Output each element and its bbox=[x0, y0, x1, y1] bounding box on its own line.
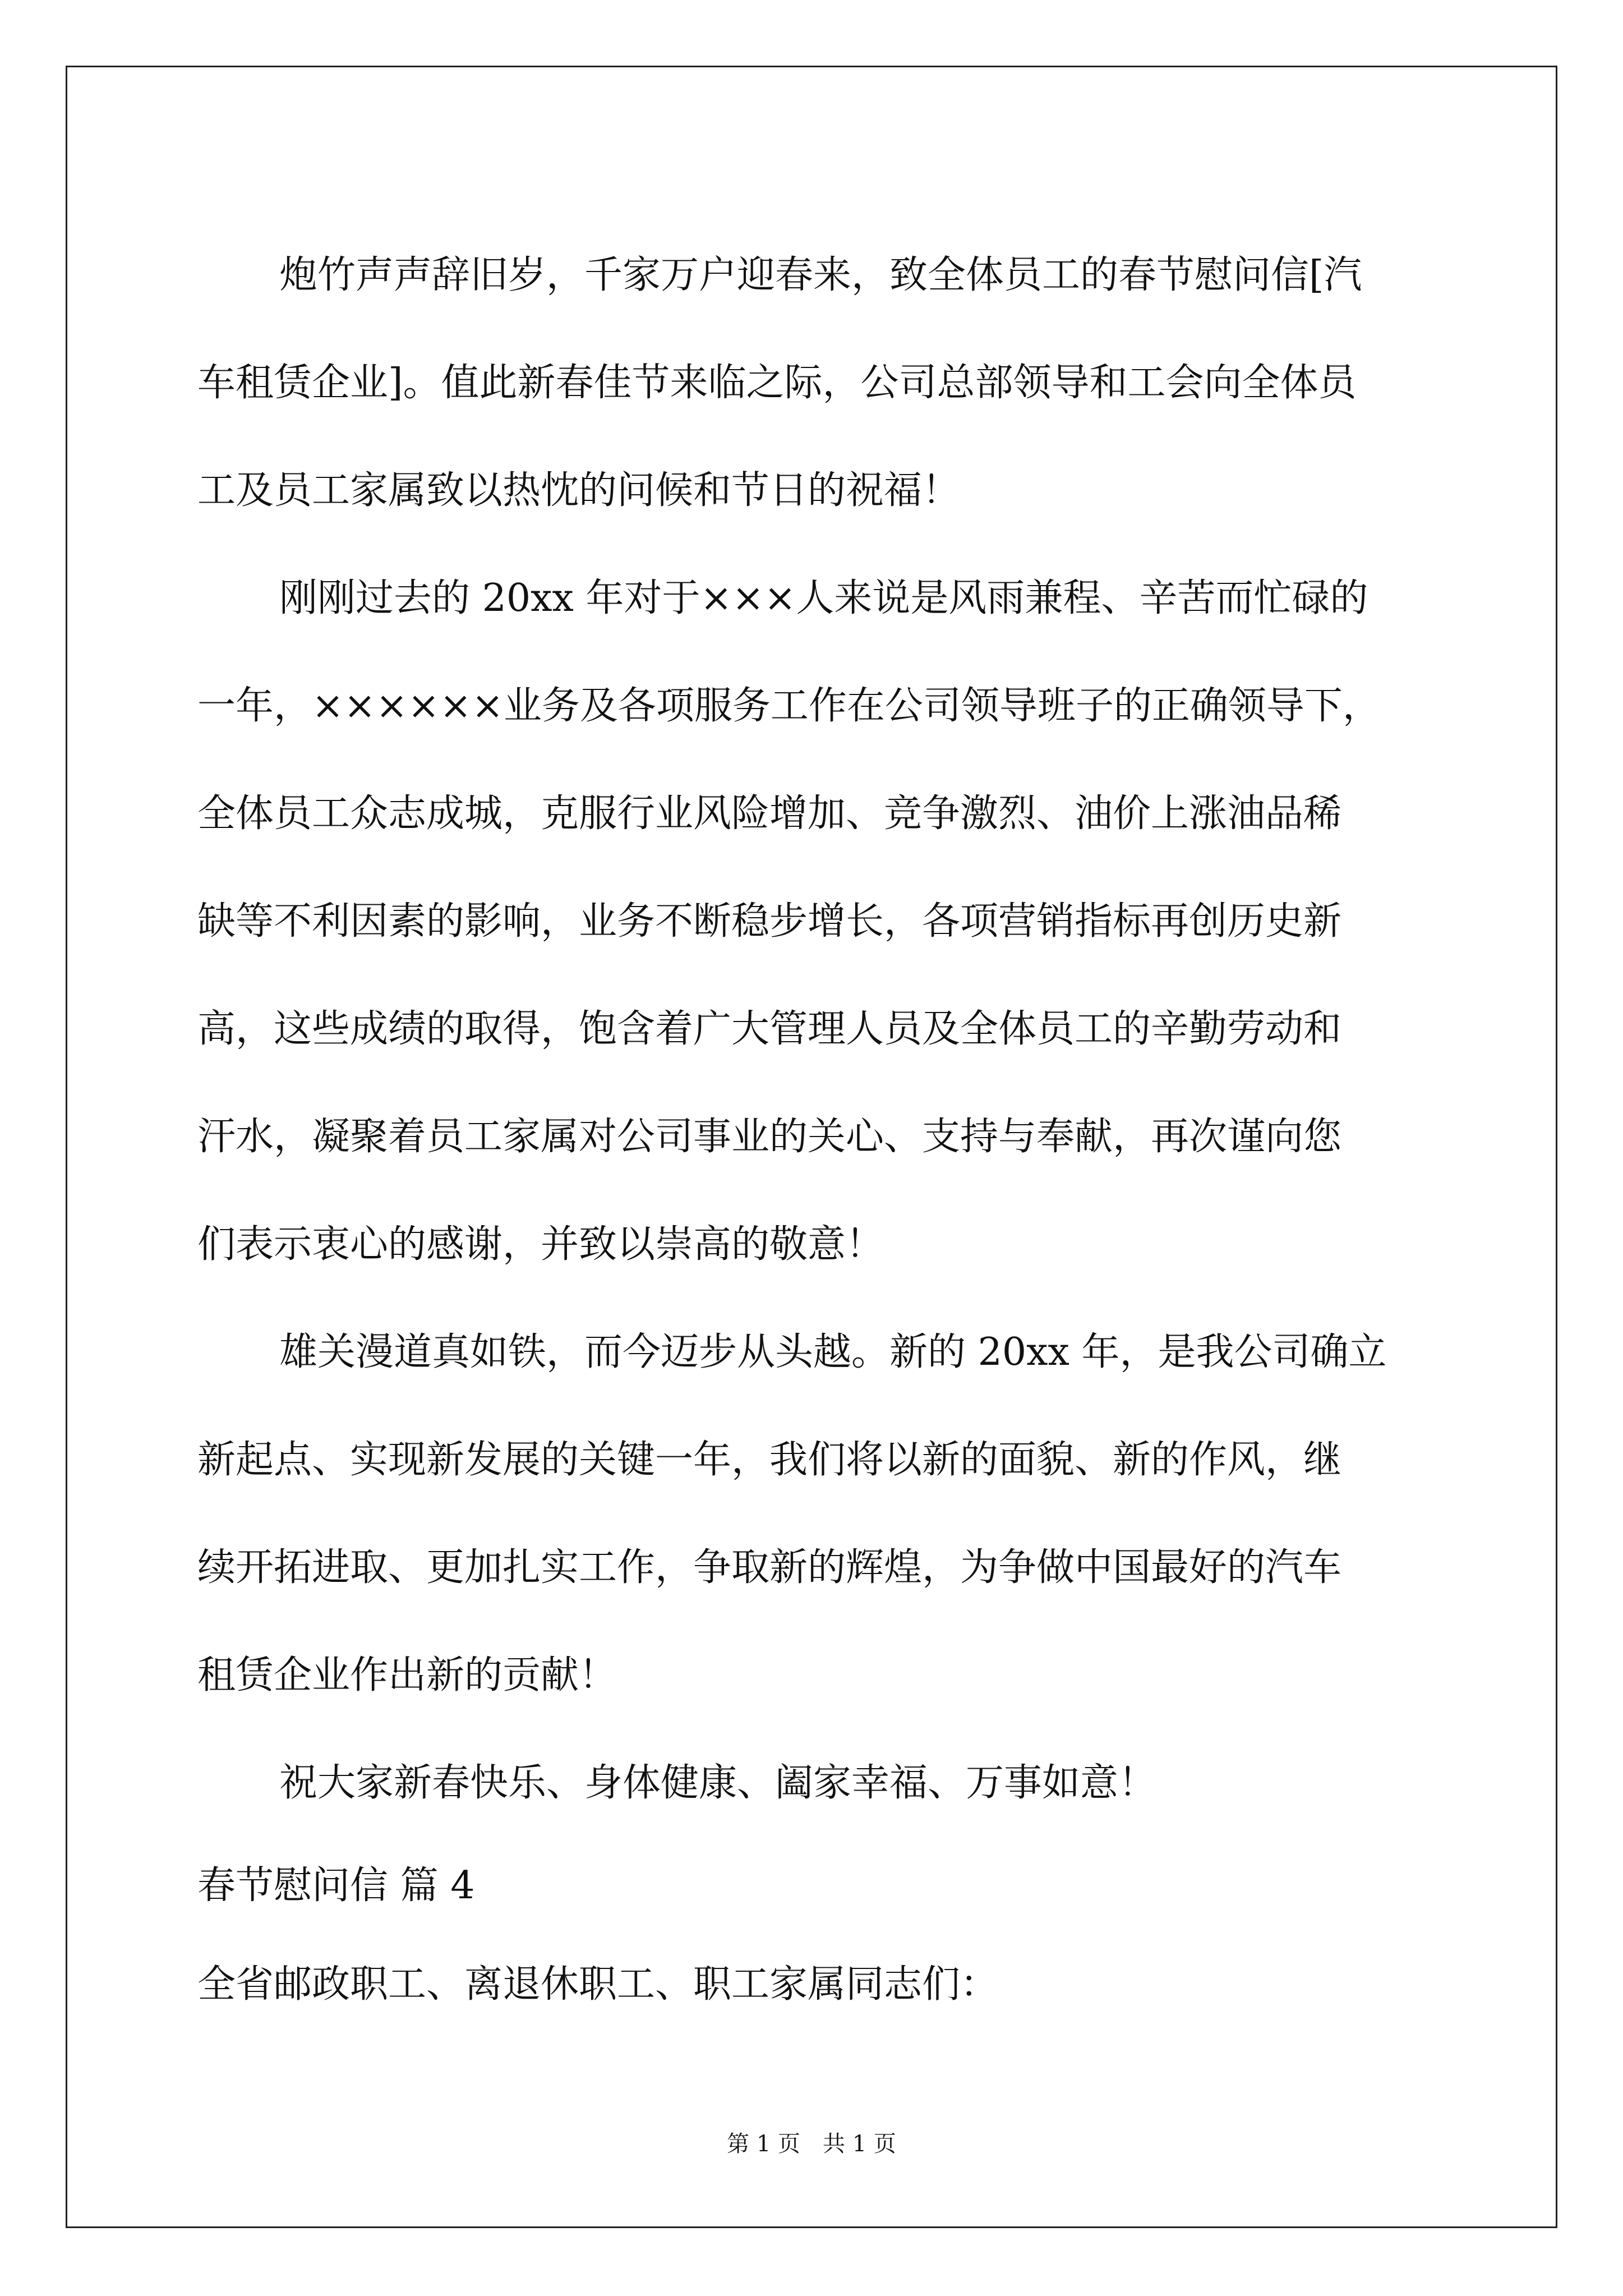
paragraph-line: 雄关漫道真如铁，而今迈步从头越。新的 20xx 年，是我公司确立 bbox=[279, 1330, 1387, 1374]
paragraph-line: 工及员工家属致以热忱的问候和节日的祝福！ bbox=[197, 468, 961, 513]
paragraph-line: 缺等不利因素的影响，业务不断稳步增长，各项营销指标再创历史新 bbox=[197, 899, 1342, 944]
page-number-footer: 第 1 页 共 1 页 bbox=[727, 2131, 896, 2157]
paragraph-3 bbox=[197, 1299, 1442, 1729]
paragraph-line: 高，这些成绩的取得，饱含着广大管理人员及全体员工的辛勤劳动和 bbox=[197, 1007, 1342, 1051]
paragraph-line: 全体员工众志成城，克服行业风险增加、竞争激烈、油价上涨油品稀 bbox=[197, 792, 1342, 836]
paragraph-line: 们表示衷心的感谢，并致以崇高的敬意！ bbox=[197, 1222, 884, 1267]
paragraph-1 bbox=[197, 222, 1442, 545]
paragraph-line: 汗水，凝聚着员工家属对公司事业的关心、支持与奉献，再次谨向您 bbox=[197, 1115, 1342, 1159]
paragraph-4 bbox=[197, 1729, 1442, 1837]
paragraph-line: 车租赁企业]。值此新春佳节来临之际，公司总部领导和工会向全体员 bbox=[197, 361, 1357, 405]
section-heading: 春节慰问信 篇 4 bbox=[197, 1864, 475, 1908]
paragraph-line: 续开拓进取、更加扎实工作，争取新的辉煌，为争做中国最好的汽车 bbox=[197, 1545, 1342, 1590]
salutation-line: 全省邮政职工、离退休职工、职工家属同志们： bbox=[197, 1962, 999, 2007]
paragraph-line: 炮竹声声辞旧岁，千家万户迎春来，致全体员工的春节慰问信[汽 bbox=[279, 253, 1362, 297]
paragraph-2 bbox=[197, 545, 1442, 1299]
document-body bbox=[197, 222, 1442, 2035]
paragraph-line: 一年，××××××业务及各项服务工作在公司领导班子的正确领导下， bbox=[197, 684, 1381, 728]
paragraph-line: 刚刚过去的 20xx 年对于×××人来说是风雨兼程、辛苦而忙碌的 bbox=[279, 576, 1368, 620]
paragraph-line: 新起点、实现新发展的关键一年，我们将以新的面貌、新的作风，继 bbox=[197, 1438, 1342, 1482]
paragraph-line: 租赁企业作出新的贡献！ bbox=[197, 1653, 617, 1697]
paragraph-line: 祝大家新春快乐、身体健康、阖家幸福、万事如意！ bbox=[279, 1761, 1157, 1805]
